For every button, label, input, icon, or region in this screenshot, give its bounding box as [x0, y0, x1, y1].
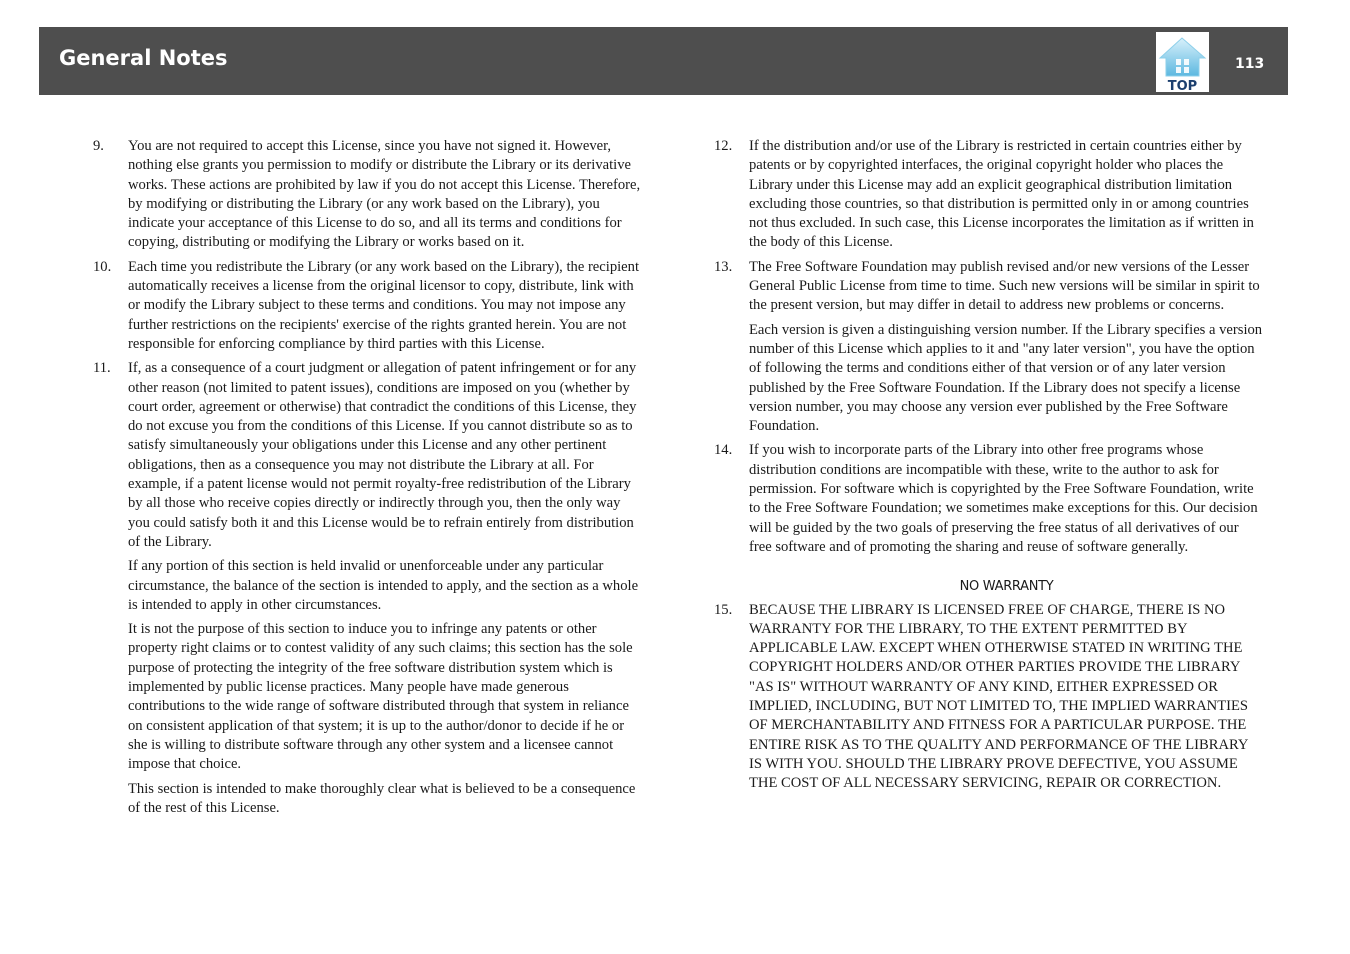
item-number: 10. [93, 258, 112, 275]
item-paragraph: This section is intended to make thoroughly clear what is believed to be a consequence of the rest of this License. [128, 780, 636, 816]
list-item [714, 137, 1264, 253]
item-paragraph: If any portion of this section is held invalid or unenforceable under any particular circumstance, the balance of the section is intended to apply, and the section as a whole is intended to apply in other circumstances. [128, 558, 639, 613]
item-paragraph: The Free Software Foundation may publish revised and/or new versions of the Lesser General Public License from time to time. Such new versions will be similar in spirit to the present version, but may differ in detail to address new problems or concerns. [749, 258, 1260, 314]
item-number: 13. [714, 258, 733, 275]
item-paragraph: It is not the purpose of this section to induce you to infringe any patents or other property right claims or to contest validity of any such claims; this section has the sole purpose of protecting the integrity of the free software distribution system which is implemented by public license practices. Many people have made generous contributions to the wide range of software distributed through that system in reliance on consistent application of that system; it is up to the author/donor to decide if he or she is willing to distribute software through any other system and a licensee cannot impose that choice. [128, 621, 633, 773]
item-number: 14. [714, 442, 733, 459]
home-icon [1156, 32, 1209, 92]
no-warranty-heading: NO WARRANTY [959, 579, 1054, 595]
list-item [714, 441, 1264, 557]
item-number: 9. [93, 138, 104, 154]
item-paragraph: Each version is given a distinguishing version number. If the Library specifies a version number of this License which applies to it and "any later version", you have the option of following the terms and conditions either of that version or of any later version published by the Free Software Foundation. If the Library does not specify a license version number, you may choose any version ever published by the Free Software Foundation. [749, 321, 1263, 435]
right-items-after [714, 601, 1264, 794]
left-column [93, 137, 643, 823]
item-number: 15. [714, 601, 733, 618]
item-paragraph: If the distribution and/or use of the Library is restricted in certain countries either by patents or by copyrighted interfaces, the original copyright holder who places the Library under this License may add an explicit geographical distribution limitation excluding those countries, so that distribution is permitted only in or among countries not thus excluded. In such case, this License incorporates the limitation as if written in the body of this License. [749, 138, 1254, 251]
top-label: TOP [1167, 79, 1198, 92]
item-number: 12. [714, 138, 733, 154]
list-item [93, 359, 643, 818]
right-items [714, 137, 1264, 557]
list-item [714, 601, 1264, 794]
item-paragraph: If, as a consequence of a court judgment or allegation of patent infringement or for any other reason (not limited to patent issues), conditions are imposed on you (whether by court order, agreement or otherwise) that contradict the conditions of this License, they do not excuse you from the conditions of this License. If you cannot distribute so as to satisfy simultaneously your obligations under this License and any other pertinent obligations, then as a consequence you may not distribute the Library at all. For example, if a patent license would not permit royalty-free redistribution of the Library by all those who receive copies directly or indirectly through you, then the only way you could satisfy both it and this License would be to refrain entirely from distribution of the Library. [128, 360, 637, 550]
item-paragraph: Each time you redistribute the Library (or any work based on the Library), the recipient automatically receives a license from the original licensor to copy, distribute, link with or modify the Library subject to these terms and conditions. You may not impose any further restrictions on the recipients' exercise of the rights granted herein. You are not responsible for enforcing compliance by third parties with this License. [128, 258, 640, 352]
right-column [714, 137, 1264, 799]
item-paragraph: If you wish to incorporate parts of the Library into other free programs whose distribution conditions are incompatible with these, write to the author to ask for permission. For software which is copyrighted by the Free Software Foundation, write to the Free Software Foundation; we sometimes make exceptions for this. Our decision will be guided by the two goals of preserving the free status of all derivatives of our free software and of promoting the sharing and reuse of software generally. [749, 442, 1258, 555]
list-item [93, 137, 643, 253]
list-item [714, 258, 1264, 437]
item-number: 11. [93, 360, 111, 377]
page-title: General Notes [59, 46, 228, 70]
item-paragraph: BECAUSE THE LIBRARY IS LICENSED FREE OF CHARGE, THERE IS NO WARRANTY FOR THE LIBRARY, TO THE EXTENT PERMITTED BY APPLICABLE LAW. EXCEPT WHEN OTHERWISE STATED IN WRITING THE COPYRIGHT HOLDERS AND/OR OTHER PARTIES PROVIDE THE LIBRARY "AS IS" WITHOUT WARRANTY OF ANY KIND, EITHER EXPRESSED OR IMPLIED, INCLUDING, BUT NOT LIMITED TO, THE IMPLIED WARRANTIES OF MERCHANTABILITY AND FITNESS FOR A PARTICULAR PURPOSE. THE ENTIRE RISK AS TO THE QUALITY AND PERFORMANCE OF THE LIBRARY IS WITH YOU. SHOULD THE LIBRARY PROVE DEFECTIVE, YOU ASSUME THE COST OF ALL NECESSARY SERVICING, REPAIR OR CORRECTION. [749, 601, 1249, 792]
page-number: 113 [1235, 56, 1265, 72]
list-item [93, 258, 643, 354]
page-header [39, 27, 1288, 95]
item-paragraph: You are not required to accept this License, since you have not signed it. However, nothing else grants you permission to modify or distribute the Library or its derivative works. These actions are prohibited by law if you do not accept this License. Therefore, by modifying or distributing the Library (or any work based on the Library), you indicate your acceptance of this License to do so, and all its terms and conditions for copying, distributing or modifying the Library or works based on it. [128, 138, 641, 251]
top-button[interactable] [1156, 32, 1209, 92]
